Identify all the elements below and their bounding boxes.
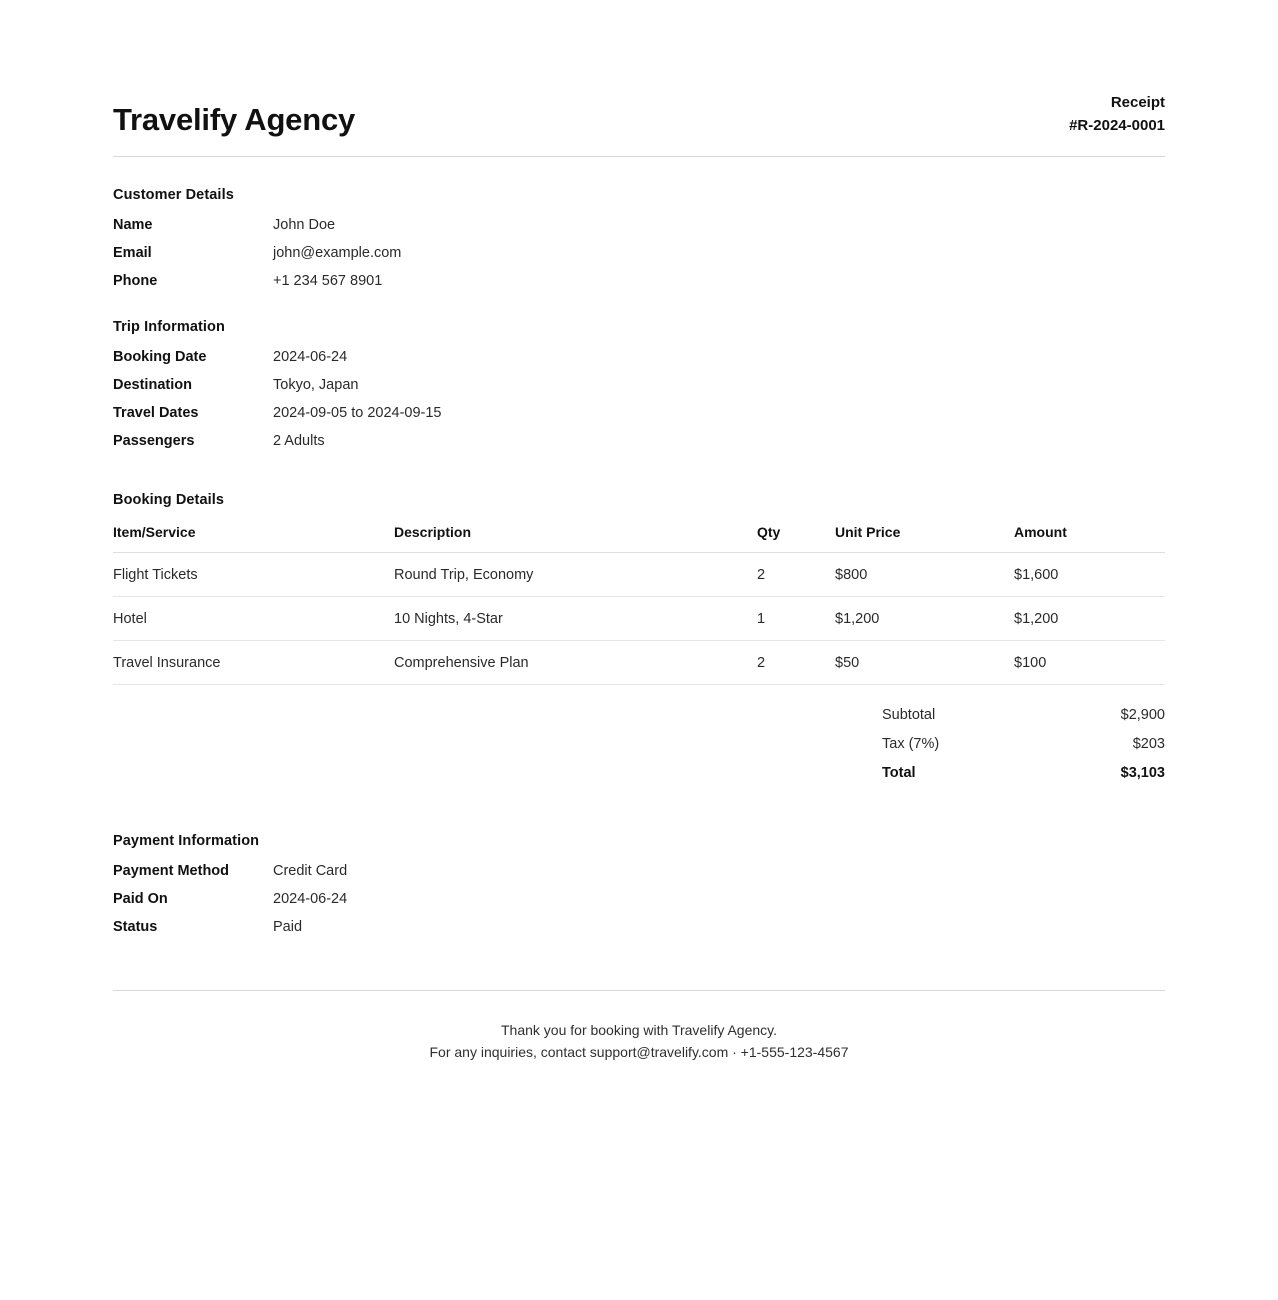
travel-dates-label: Travel Dates: [113, 404, 199, 421]
receipt-sheet: [113, 0, 1165, 1064]
status-row: [113, 919, 1165, 935]
destination-row: [113, 377, 1165, 393]
cell-qty: 1: [757, 596, 835, 640]
customer-phone-value: +1 234 567 8901: [273, 272, 383, 289]
customer-phone-label: Phone: [113, 272, 158, 289]
destination-value: Tokyo, Japan: [273, 376, 359, 393]
travel-dates-value: 2024-09-05 to 2024-09-15: [273, 404, 442, 421]
booking-date-value: 2024-06-24: [273, 348, 348, 365]
booking-date-label: Booking Date: [113, 348, 207, 365]
cell-item: Travel Insurance: [113, 640, 394, 684]
cell-amount: $1,200: [1014, 596, 1165, 640]
totals-block: [882, 707, 1165, 781]
table-header-row: [113, 524, 1165, 553]
table-header: [113, 524, 1165, 553]
cell-amount: $1,600: [1014, 552, 1165, 596]
passengers-row: [113, 433, 1165, 449]
trip-information-title: Trip Information: [113, 318, 225, 335]
status-label: Status: [113, 918, 158, 935]
column-header-unit-price: Unit Price: [835, 524, 1014, 553]
cell-description: Comprehensive Plan: [394, 640, 757, 684]
customer-details-title: Customer Details: [113, 186, 234, 203]
travel-dates-row: [113, 405, 1165, 421]
cell-qty: 2: [757, 640, 835, 684]
table-row: [113, 552, 1165, 596]
cell-item: Hotel: [113, 596, 394, 640]
customer-phone-row: [113, 273, 1165, 289]
column-header-amount: Amount: [1014, 524, 1165, 553]
company-name: Travelify Agency: [113, 101, 356, 137]
column-header-item: Item/Service: [113, 524, 394, 553]
cell-qty: 2: [757, 552, 835, 596]
column-header-qty: Qty: [757, 524, 835, 553]
booking-items-table: [113, 524, 1165, 685]
tax-value: $203: [1132, 735, 1165, 752]
destination-label: Destination: [113, 376, 192, 393]
cell-description: Round Trip, Economy: [394, 552, 757, 596]
cell-unit-price: $1,200: [835, 596, 1014, 640]
subtotal-label: Subtotal: [882, 706, 936, 723]
customer-email-value: john@example.com: [273, 244, 402, 261]
column-header-description: Description: [394, 524, 757, 553]
footer-contact-text: For any inquiries, contact support@travelify.com · +1-555-123-4567: [429, 1044, 849, 1061]
cell-unit-price: $50: [835, 640, 1014, 684]
footer-thanks-text: Thank you for booking with Travelify Agency.: [501, 1021, 777, 1038]
tax-label: Tax (7%): [882, 735, 940, 752]
customer-details-section: [113, 187, 1165, 289]
payment-method-value: Credit Card: [273, 862, 348, 879]
table-body: [113, 552, 1165, 684]
document-footer: [113, 990, 1165, 1064]
customer-email-row: [113, 245, 1165, 261]
payment-information-title: Payment Information: [113, 832, 260, 849]
booking-details-title: Booking Details: [113, 491, 225, 508]
customer-name-label: Name: [113, 216, 153, 233]
table-row: [113, 640, 1165, 684]
paid-on-label: Paid On: [113, 890, 168, 907]
tax-row: [882, 736, 1165, 752]
grand-total-value: $3,103: [1120, 764, 1165, 781]
receipt-label: Receipt: [1110, 94, 1165, 111]
booking-date-row: [113, 349, 1165, 365]
totals-wrapper: [113, 707, 1165, 781]
cell-description: 10 Nights, 4-Star: [394, 596, 757, 640]
passengers-value: 2 Adults: [273, 432, 325, 449]
customer-name-row: [113, 217, 1165, 233]
status-badge: Paid: [273, 918, 303, 935]
cell-unit-price: $800: [835, 552, 1014, 596]
grand-total-row: [882, 765, 1165, 781]
paid-on-value: 2024-06-24: [273, 890, 348, 907]
receipt-number: #R-2024-0001: [1069, 116, 1165, 134]
cell-item: Flight Tickets: [113, 552, 394, 596]
document-header: [113, 0, 1165, 157]
grand-total-label: Total: [882, 764, 916, 781]
payment-information-section: [113, 833, 1165, 935]
trip-information-section: [113, 319, 1165, 449]
table-row: [113, 596, 1165, 640]
customer-name-value: John Doe: [273, 216, 336, 233]
subtotal-value: $2,900: [1120, 706, 1165, 723]
cell-amount: $100: [1014, 640, 1165, 684]
customer-email-label: Email: [113, 244, 152, 261]
passengers-label: Passengers: [113, 432, 195, 449]
booking-details-section: [113, 492, 1165, 781]
payment-method-label: Payment Method: [113, 862, 230, 879]
subtotal-row: [882, 707, 1165, 723]
payment-method-row: [113, 863, 1165, 879]
receipt-meta: [1069, 92, 1165, 138]
paid-on-row: [113, 891, 1165, 907]
